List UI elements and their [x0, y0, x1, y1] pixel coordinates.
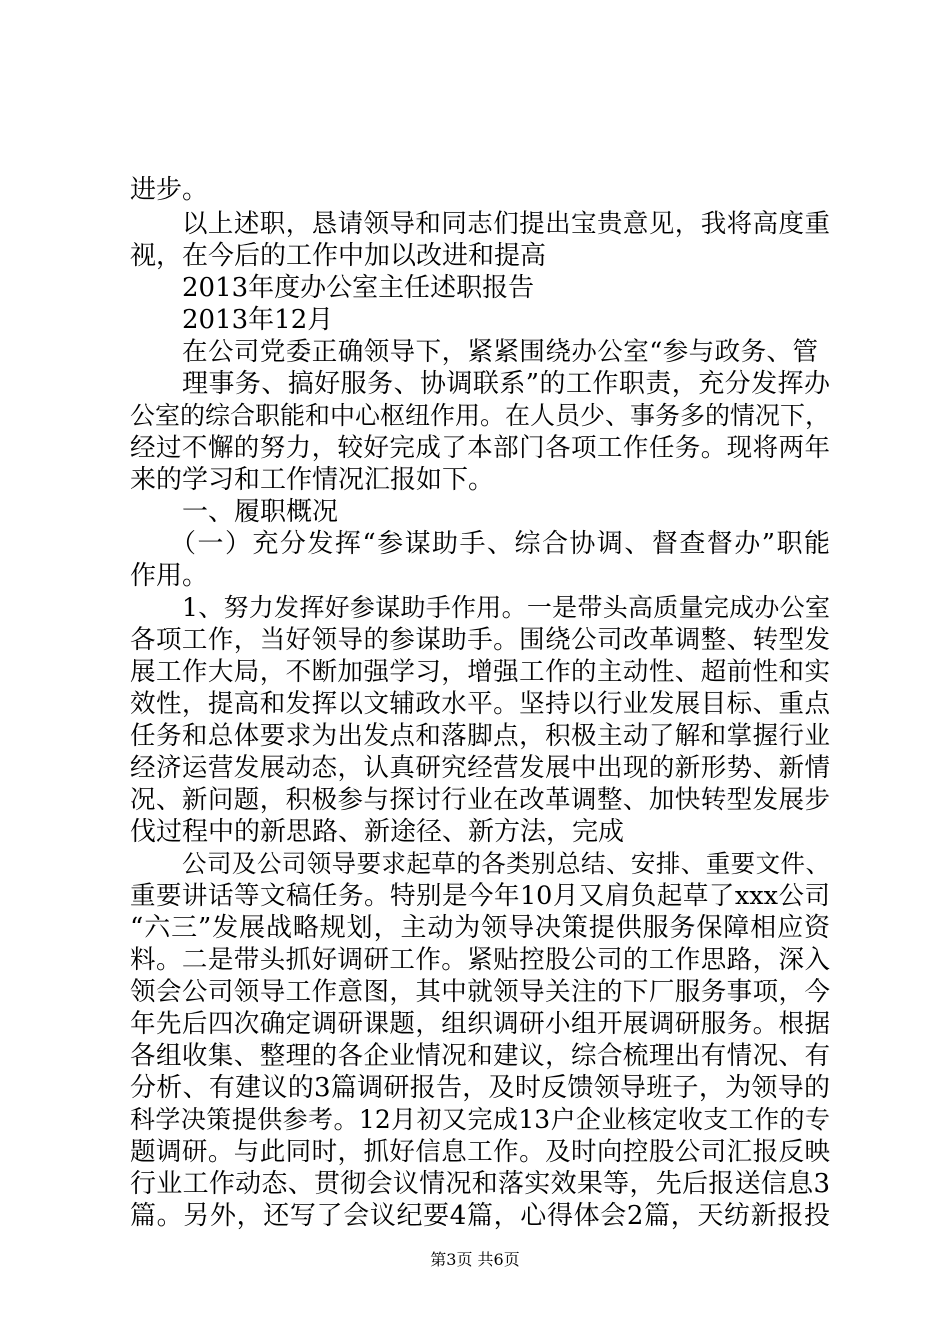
report-date: 2013年12月 — [182, 305, 334, 335]
body-line: 任务和总体要求为出发点和落脚点，积极主动了解和掌握行业 — [130, 721, 830, 751]
body-line: 篇。另外，还写了会议纪要4篇，心得体会2篇，天纺新报投 — [130, 1201, 830, 1231]
section-heading: 一、履职概况 — [182, 497, 339, 527]
body-line: 经过不懈的努力，较好完成了本部门各项工作任务。现将两年 — [130, 433, 830, 463]
report-title: 2013年度办公室主任述职报告 — [182, 273, 535, 303]
body-line: 分析、有建议的3篇调研报告，及时反馈领导班子，为领导的 — [130, 1073, 830, 1103]
body-line: 来的学习和工作情况汇报如下。 — [130, 465, 495, 495]
body-line: 理事务、搞好服务、协调联系”的工作职责，充分发挥办 — [182, 369, 830, 399]
body-line: 题调研。与此同时，抓好信息工作。及时向控股公司汇报反映 — [130, 1137, 830, 1167]
body-line: 领会公司领导工作意图，其中就领导关注的下厂服务事项，今 — [130, 977, 830, 1007]
body-line: “六三”发展战略规划，主动为领导决策提供服务保障相应资 — [130, 913, 830, 943]
body-line: 1、努力发挥好参谋助手作用。一是带头高质量完成办公室 — [182, 593, 830, 622]
body-line: 作用。 — [130, 561, 209, 591]
body-line: 公司及公司领导要求起草的各类别总结、安排、重要文件、 — [182, 849, 830, 878]
body-line: 进步。 — [130, 175, 209, 205]
body-line: 各项工作，当好领导的参谋助手。围绕公司改革调整、转型发 — [130, 625, 830, 655]
body-line: 各组收集、整理的各企业情况和建议，综合梳理出有情况、有 — [130, 1041, 830, 1071]
body-line: 公室的综合职能和中心枢纽作用。在人员少、事务多的情况下， — [130, 401, 831, 430]
body-line: 伐过程中的新思路、新途径、新方法，完成 — [130, 817, 625, 847]
body-line: 展工作大局，不断加强学习，增强工作的主动性、超前性和实 — [130, 657, 830, 687]
body-line: 视，在今后的工作中加以改进和提高 — [130, 241, 547, 271]
body-line: 况、新问题，积极参与探讨行业在改革调整、加快转型发展步 — [130, 785, 830, 815]
body-line: 年先后四次确定调研课题，组织调研小组开展调研服务。根据 — [130, 1009, 830, 1039]
body-line: 效性，提高和发挥以文辅政水平。坚持以行业发展目标、重点 — [130, 689, 830, 719]
body-line: 行业工作动态、贯彻会议情况和落实效果等，先后报送信息3 — [130, 1169, 830, 1199]
body-line: 料。二是带头抓好调研工作。紧贴控股公司的工作思路，深入 — [130, 945, 830, 975]
page-number-footer: 第3页 共6页 — [430, 1250, 520, 1269]
body-line: 在公司党委正确领导下，紧紧围绕办公室“参与政务、管 — [182, 337, 818, 367]
body-line: 经济运营发展动态，认真研究经营发展中出现的新形势、新情 — [130, 753, 830, 783]
body-line: 科学决策提供参考。12月初又完成13户企业核定收支工作的专 — [130, 1105, 830, 1134]
body-line: 重要讲话等文稿任务。特别是今年10月又肩负起草了xxx公司 — [130, 881, 830, 911]
body-line: 以上述职，恳请领导和同志们提出宝贵意见，我将高度重 — [182, 209, 830, 239]
subsection-heading: （一）充分发挥“参谋助手、综合协调、督查督办”职能 — [170, 529, 830, 559]
